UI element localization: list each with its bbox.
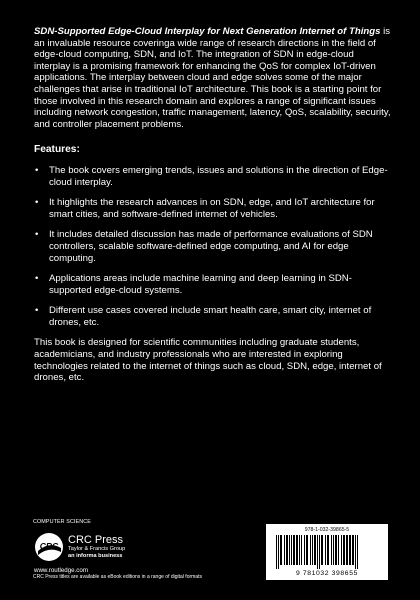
publisher-tagline: an informa business (68, 553, 123, 559)
feature-item (34, 305, 392, 328)
bullet-icon: • (35, 164, 39, 176)
barcode-bar (310, 535, 311, 565)
closing-paragraph: This book is designed for scientific communities including graduate students, academicians, and industry professionals who are interested in exploring technologies related to the internet of things such as cloud, SDN, edge, internet of drones, etc. (34, 337, 382, 384)
barcode-bar (312, 535, 313, 565)
publisher-name: CRC Press (68, 534, 124, 546)
barcode-bar (314, 535, 316, 565)
barcode-bar (291, 535, 292, 565)
barcode-bar (331, 535, 332, 565)
barcode-bar (333, 535, 334, 565)
barcode-bar (319, 535, 320, 569)
bullet-icon: • (35, 229, 39, 241)
ebook-note: CRC Press titles are available as eBook editions in a range of digital formats (33, 574, 202, 580)
barcode-bar (306, 535, 308, 565)
isbn-number: 978-1-032-39865-5 (304, 527, 350, 533)
barcode-bar (341, 535, 342, 565)
bullet-icon: • (35, 305, 39, 317)
barcode-bar (278, 535, 279, 569)
feature-item (34, 165, 392, 188)
feature-text: Different use cases covered include smart health care, smart city, internet of drones, etc. (49, 305, 372, 328)
feature-text: It highlights the research advances in on SDN, edge, and IoT architecture for smart cities, and software-defined internet of vehicles. (49, 197, 375, 220)
barcode-bar (304, 535, 305, 565)
feature-text: Applications areas include machine learning and deep learning in SDN-supported edge-cloud systems. (49, 273, 352, 296)
intro-paragraph (34, 26, 392, 130)
barcode-bar (284, 535, 285, 565)
barcode-bar (289, 535, 290, 565)
barcode-bar (280, 535, 282, 565)
book-title: SDN-Supported Edge-Cloud Interplay for Next Generation Internet of Things (34, 26, 381, 37)
barcode-bar (276, 535, 277, 569)
feature-item (34, 229, 392, 264)
barcode-bar (286, 535, 288, 565)
barcode-digits: 9 781032 398655 (296, 570, 358, 577)
barcode-bar (346, 535, 348, 565)
features-heading: Features: (34, 144, 80, 156)
barcode-bar (357, 535, 358, 569)
features-list (34, 165, 392, 329)
barcode-bar (325, 535, 326, 565)
crc-logo-text: CRC (39, 541, 59, 551)
feature-text: It includes detailed discussion has made of performance evaluations of SDN controllers, scalable software-defined edge computing, and AI for edge computing. (49, 229, 373, 264)
publisher-text (68, 534, 188, 560)
barcode-bar (317, 535, 318, 569)
crc-press-logo-icon (34, 532, 64, 562)
bullet-icon: • (35, 197, 39, 209)
barcode-bar (301, 535, 302, 565)
feature-item (34, 197, 392, 220)
barcode-bar (299, 535, 300, 565)
barcode-bar (338, 535, 339, 565)
feature-item (34, 273, 392, 296)
barcode-bar (355, 535, 356, 569)
barcode-bar (343, 535, 345, 565)
publisher-url: www.routledge.com (34, 567, 88, 574)
back-cover-text (34, 26, 392, 384)
barcode-bar (327, 535, 329, 565)
isbn-barcode-box (266, 524, 388, 580)
barcode-bar (335, 535, 337, 565)
bullet-icon: • (35, 273, 39, 285)
intro-body: is an invaluable resource coveringa wide range of research directions in the field of edge-cloud computing, SDN, and IoT. The integration of SDN in edge-cloud interplay is a promising framework for enhancing the QoS for complex IoT-driven applications. The interplay between cloud and edge solves some of the major challenges that arise in traditional IoT architecture. This book is a starting point for those involved in this research domain and explores a range of significant issues including network congestion, traffic management, latency, QoS, scalability, security, and controller placement problems. (34, 26, 391, 130)
barcode-bar (352, 535, 354, 565)
barcode-bar (296, 535, 298, 565)
feature-text: The book covers emerging trends, issues and solutions in the direction of Edge-cloud interplay. (49, 164, 388, 188)
barcode-image (274, 535, 380, 569)
barcode-bar (349, 535, 351, 565)
barcode-bar (293, 535, 295, 565)
subject-category: COMPUTER SCIENCE (33, 519, 91, 525)
publisher-group: Taylor & Francis Group (68, 546, 126, 552)
barcode-bar (321, 535, 323, 565)
